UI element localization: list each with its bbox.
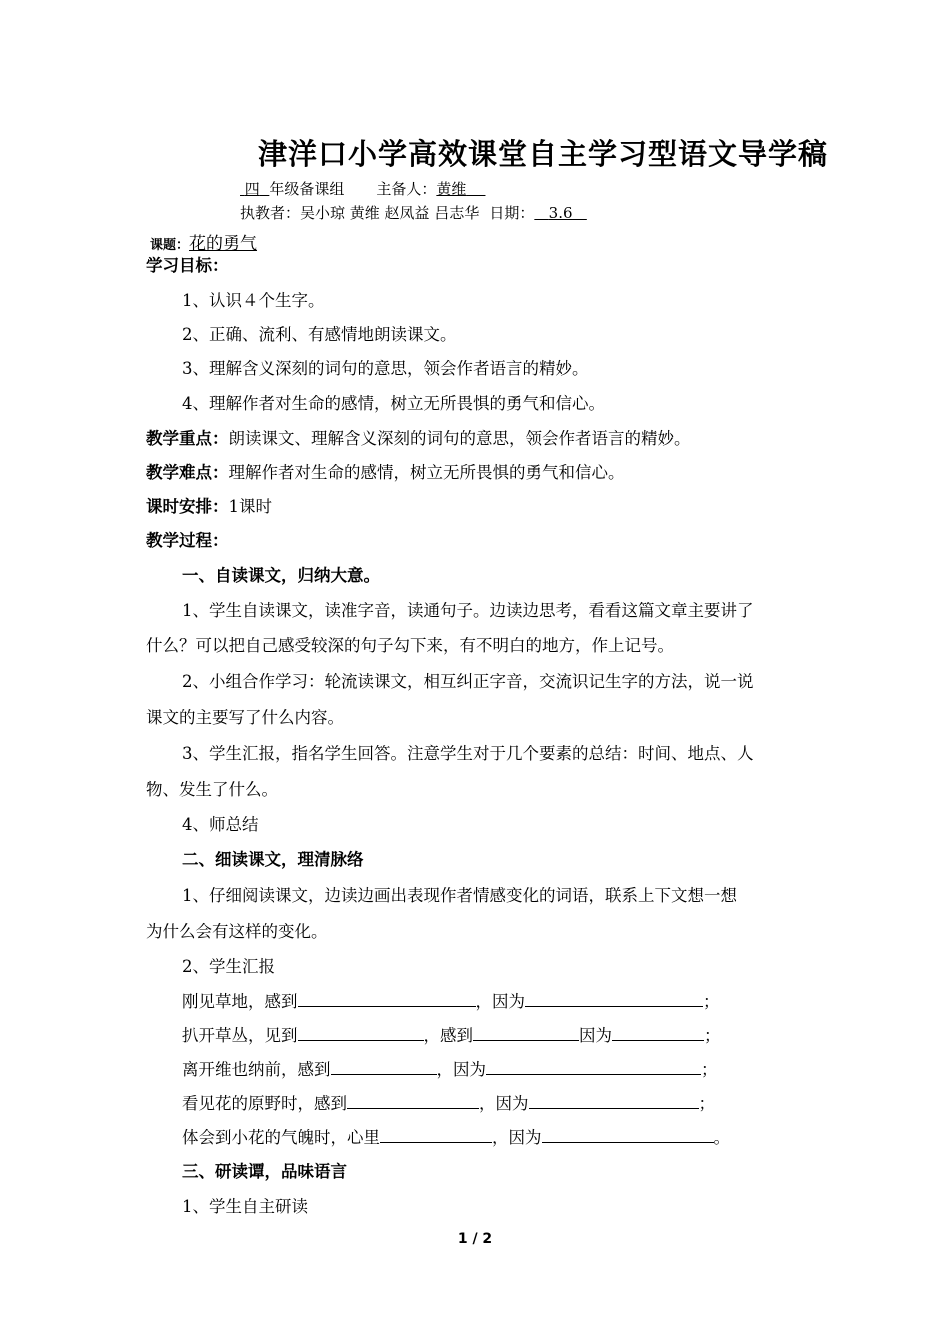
page-number: 1 / 2 xyxy=(457,1231,493,1247)
teachers-value: 吴小琼 黄维 赵凤益 吕志华 xyxy=(300,204,480,222)
fill-line-4 xyxy=(182,1090,715,1114)
paragraph-line: 为什么会有这样的变化。 xyxy=(146,922,328,941)
paragraph-line: 物、发生了什么。 xyxy=(146,780,278,799)
goal-item: 3、理解含义深刻的词句的意思，领会作者语言的精妙。 xyxy=(182,359,589,378)
fill-text: ； xyxy=(704,1026,721,1045)
goal-item: 2、正确、流利、有感情地朗读课文。 xyxy=(182,325,457,344)
fill-blank[interactable] xyxy=(525,992,703,1007)
schedule-label: 课时安排： xyxy=(146,497,229,516)
paragraph-line: 1、学生自读课文，读准字音，读通句子。边读边思考，看看这篇文章主要讲了 xyxy=(182,601,754,620)
paragraph-line: 2、小组合作学习：轮流读课文，相互纠正字音，交流识记生字的方法，说一说 xyxy=(182,672,754,691)
goal-item: 1、认识４个生字。 xyxy=(182,291,325,310)
fill-line-3 xyxy=(182,1056,718,1080)
paragraph-line: 什么？可以把自己感受较深的句子勾下来，有不明白的地方，作上记号。 xyxy=(146,636,674,655)
schedule-text: 1课时 xyxy=(228,497,272,516)
paragraph-line: 1、学生自主研读 xyxy=(182,1197,308,1216)
fill-text: ，因为 xyxy=(475,992,525,1011)
topic-value: 花的勇气 xyxy=(189,234,258,254)
grade-value: 四 xyxy=(244,180,260,198)
paragraph-line: 3、学生汇报，指名学生回答。注意学生对于几个要素的总结：时间、地点、人 xyxy=(182,744,754,763)
difficulties xyxy=(146,459,625,483)
preparer-label: 主备人： xyxy=(376,180,437,198)
fill-text: ； xyxy=(703,992,720,1011)
date-label: 日期： xyxy=(489,204,535,222)
process-heading: 教学过程： xyxy=(146,531,229,550)
section-1-title: 一、自读课文，归纳大意。 xyxy=(182,566,380,585)
goals-heading: 学习目标： xyxy=(146,256,229,275)
fill-line-5 xyxy=(182,1124,730,1148)
paragraph-line: 4、师总结 xyxy=(182,815,259,834)
fill-text: 刚见草地，感到 xyxy=(182,992,298,1011)
header-meta-line-2 xyxy=(240,202,587,223)
goal-item: 4、理解作者对生命的感情，树立无所畏惧的勇气和信心。 xyxy=(182,394,605,413)
paragraph-line: 1、仔细阅读课文，边读边画出表现作者情感变化的词语，联系上下文想一想 xyxy=(182,886,737,905)
key-points-label: 教学重点： xyxy=(146,429,229,448)
fill-blank[interactable] xyxy=(347,1094,479,1109)
fill-blank[interactable] xyxy=(380,1128,492,1143)
grade-suffix: 年级备课组 xyxy=(269,180,345,198)
fill-text: ； xyxy=(701,1060,718,1079)
fill-text: 因为 xyxy=(579,1026,612,1045)
fill-blank[interactable] xyxy=(331,1060,437,1075)
fill-text: ，感到 xyxy=(423,1026,473,1045)
fill-blank[interactable] xyxy=(298,1026,424,1041)
fill-text: 体会到小花的气魄时，心里 xyxy=(182,1128,380,1147)
difficulties-text: 理解作者对生命的感情，树立无所畏惧的勇气和信心。 xyxy=(228,463,625,482)
paragraph-line: 课文的主要写了什么内容。 xyxy=(146,708,344,727)
fill-text: 离开维也纳前，感到 xyxy=(182,1060,331,1079)
fill-text: 。 xyxy=(713,1128,730,1147)
paragraph-line: 2、学生汇报 xyxy=(182,957,275,976)
fill-text: 看见花的原野时，感到 xyxy=(182,1094,347,1113)
topic-label: 课题： xyxy=(150,238,190,253)
fill-blank[interactable] xyxy=(298,992,476,1007)
fill-text: ，因为 xyxy=(479,1094,529,1113)
teachers-label: 执教者： xyxy=(240,204,301,222)
fill-text: ，因为 xyxy=(492,1128,542,1147)
section-2-title: 二、细读课文，理清脉络 xyxy=(182,850,364,869)
fill-line-1 xyxy=(182,988,720,1012)
fill-blank[interactable] xyxy=(542,1128,714,1143)
fill-text: 扒开草丛，见到 xyxy=(182,1026,298,1045)
header-meta-line-1 xyxy=(240,178,485,199)
fill-blank[interactable] xyxy=(612,1026,704,1041)
fill-text: ，因为 xyxy=(436,1060,486,1079)
document-title: 津洋口小学高效课堂自主学习型语文导学稿 xyxy=(258,137,829,171)
preparer-value: 黄维 xyxy=(436,180,467,198)
fill-blank[interactable] xyxy=(486,1060,701,1075)
key-points-text: 朗读课文、理解含义深刻的词句的意思，领会作者语言的精妙。 xyxy=(228,429,691,448)
fill-text: ； xyxy=(698,1094,715,1113)
fill-blank[interactable] xyxy=(473,1026,579,1041)
key-points xyxy=(146,425,691,449)
date-value: 3.6 xyxy=(548,204,573,222)
schedule xyxy=(146,493,272,517)
fill-line-2 xyxy=(182,1022,721,1046)
lesson-topic xyxy=(150,229,257,254)
section-3-title: 三、研读谭，品味语言 xyxy=(182,1162,347,1181)
fill-blank[interactable] xyxy=(529,1094,699,1109)
difficulties-label: 教学难点： xyxy=(146,463,229,482)
